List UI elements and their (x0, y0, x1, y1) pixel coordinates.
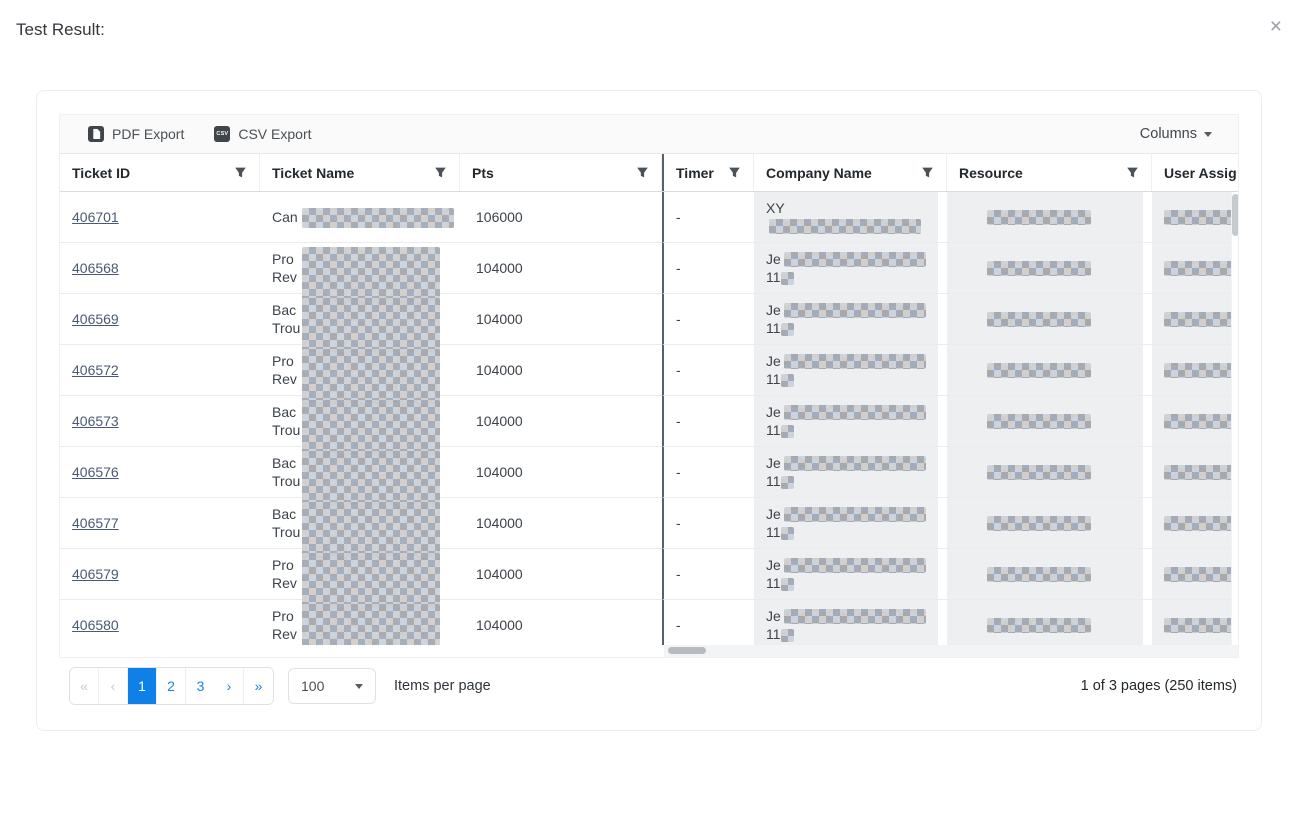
ticket-id-cell (60, 243, 260, 294)
table-row (60, 243, 1239, 294)
pdf-export-label: PDF Export (112, 126, 185, 142)
timer-value: - (676, 515, 681, 531)
timer-cell (662, 345, 754, 396)
redacted-text (1164, 312, 1239, 327)
ticket-id-cell (60, 294, 260, 345)
ticket-name-text: Pro (272, 353, 294, 369)
pager-next-button[interactable]: › (215, 668, 244, 704)
ticket-name-text: Trou (272, 524, 301, 540)
pager-button-group (69, 667, 274, 705)
timer-cell (662, 498, 754, 549)
ticket-name-cell (260, 192, 460, 243)
redacted-text (784, 456, 926, 471)
pts-value: 104000 (476, 617, 523, 633)
ticket-id-link[interactable]: 406701 (72, 209, 119, 225)
ticket-name-text: Bac (272, 455, 297, 471)
pts-cell (460, 345, 662, 396)
timer-cell (662, 549, 754, 600)
table-row (60, 447, 1239, 498)
grid-pager (59, 667, 1239, 705)
table-row (60, 498, 1239, 549)
timer-value: - (676, 413, 681, 429)
csv-export-label: CSV Export (238, 126, 312, 142)
column-header-label: Ticket Name (272, 164, 355, 181)
pts-cell (460, 294, 662, 345)
ticket-name-cell (260, 447, 460, 498)
ticket-name-text: Pro (272, 557, 294, 573)
table-row (60, 192, 1239, 243)
company-name-cell (754, 549, 947, 600)
ticket-id-link[interactable]: 406579 (72, 566, 119, 582)
redacted-text (1164, 414, 1239, 429)
page-title: Test Result: (16, 20, 105, 39)
pts-cell (460, 600, 662, 645)
close-icon[interactable]: × (1269, 15, 1282, 38)
user-assigned-cell (1152, 396, 1239, 447)
redacted-text (302, 247, 440, 305)
ticket-id-link[interactable]: 406569 (72, 311, 119, 327)
pts-cell (460, 396, 662, 447)
csv-file-icon: CSV (214, 126, 230, 142)
company-name-text: Je (766, 506, 781, 522)
user-assigned-cell (1152, 345, 1239, 396)
timer-cell (662, 192, 754, 243)
timer-value: - (676, 617, 681, 633)
company-name-text: Je (766, 608, 781, 624)
redacted-text (784, 507, 926, 522)
user-assigned-cell (1152, 498, 1239, 549)
redacted-text (1164, 363, 1239, 378)
pts-value: 104000 (476, 413, 523, 429)
ticket-id-cell (60, 447, 260, 498)
column-header-label: Resource (959, 164, 1023, 181)
redacted-text (987, 210, 1091, 225)
column-header-company-name[interactable] (754, 154, 947, 191)
redacted-text (987, 567, 1091, 582)
ticket-name-text: Trou (272, 320, 301, 336)
grid-toolbar (60, 115, 1238, 154)
ticket-name-text: Trou (272, 422, 301, 438)
redacted-text (987, 618, 1091, 633)
filter-icon[interactable] (434, 166, 447, 179)
pts-cell (460, 192, 662, 243)
chevron-down-icon (1204, 132, 1212, 137)
company-name-cell (754, 447, 947, 498)
vertical-scrollbar (1231, 192, 1239, 645)
ticket-id-cell (60, 498, 260, 549)
company-name-cell (754, 243, 947, 294)
horizontal-scrollbar-track[interactable] (664, 645, 1239, 657)
pdf-file-icon (88, 126, 104, 142)
filter-icon[interactable] (234, 166, 247, 179)
horizontal-scrollbar-thumb[interactable] (668, 647, 706, 654)
ticket-id-cell (60, 192, 260, 243)
company-name-text: 11 (766, 371, 781, 387)
pager-prev-button[interactable]: ‹ (99, 668, 128, 704)
frozen-columns-spacer (60, 645, 664, 657)
items-per-page-label: Items per page (394, 678, 491, 694)
user-assigned-cell (1152, 549, 1239, 600)
pts-value: 106000 (476, 209, 523, 225)
column-header-ticket-name[interactable] (260, 154, 460, 191)
company-name-cell (754, 600, 947, 645)
company-name-text: 11 (766, 422, 781, 438)
redacted-text (781, 374, 794, 387)
filter-icon[interactable] (636, 166, 649, 179)
redacted-text (781, 476, 794, 489)
ticket-name-cell (260, 549, 460, 600)
column-header-user-assig[interactable] (1152, 154, 1239, 191)
company-name-text: Je (766, 251, 781, 267)
company-name-cell (754, 294, 947, 345)
pager-first-button[interactable]: « (70, 668, 99, 704)
redacted-text (1164, 618, 1239, 633)
result-card (36, 90, 1262, 731)
timer-value: - (676, 260, 681, 276)
chevron-down-icon (355, 684, 363, 689)
resource-cell (947, 600, 1152, 645)
pager-last-button[interactable]: » (244, 668, 273, 704)
company-name-text: Je (766, 353, 781, 369)
company-name-text: 11 (766, 626, 781, 642)
user-assigned-cell (1152, 243, 1239, 294)
page-size-select[interactable] (288, 668, 376, 704)
pts-value: 104000 (476, 362, 523, 378)
resource-cell (947, 549, 1152, 600)
ticket-name-text: Bac (272, 506, 297, 522)
pts-cell (460, 549, 662, 600)
ticket-id-cell (60, 549, 260, 600)
ticket-id-link[interactable]: 406573 (72, 413, 119, 429)
user-assigned-cell (1152, 192, 1239, 243)
table-row (60, 396, 1239, 447)
pts-cell (460, 243, 662, 294)
column-header-pts[interactable] (460, 154, 662, 191)
timer-cell (662, 294, 754, 345)
redacted-text (987, 414, 1091, 429)
ticket-name-cell (260, 498, 460, 549)
timer-cell (662, 396, 754, 447)
column-header-timer[interactable] (662, 154, 754, 191)
company-name-text: 11 (766, 473, 781, 489)
column-header-label: Timer (676, 164, 714, 181)
redacted-text (784, 558, 926, 573)
redacted-text (784, 252, 926, 267)
company-name-text: 11 (766, 575, 781, 591)
pts-value: 104000 (476, 464, 523, 480)
ticket-name-cell (260, 345, 460, 396)
ticket-id-cell (60, 600, 260, 645)
ticket-name-cell (260, 600, 460, 645)
timer-value: - (676, 311, 681, 327)
timer-cell (662, 600, 754, 645)
redacted-text (302, 553, 440, 611)
redacted-text (1164, 567, 1239, 582)
grid-body (60, 192, 1239, 645)
vertical-scrollbar-thumb[interactable] (1232, 194, 1239, 236)
timer-value: - (676, 464, 681, 480)
redacted-text (784, 354, 926, 369)
ticket-name-text: Bac (272, 404, 297, 420)
redacted-text (781, 578, 794, 591)
redacted-text (781, 272, 794, 285)
resource-cell (947, 345, 1152, 396)
resource-cell (947, 396, 1152, 447)
redacted-text (784, 303, 926, 318)
timer-cell (662, 447, 754, 498)
column-header-ticket-id[interactable] (60, 154, 260, 191)
pts-value: 104000 (476, 260, 523, 276)
resource-cell (947, 243, 1152, 294)
pager-page-button[interactable]: 1 (128, 668, 157, 704)
redacted-text (987, 516, 1091, 531)
redacted-text (781, 323, 794, 336)
redacted-text (1164, 261, 1239, 276)
company-name-cell (754, 192, 947, 243)
redacted-text (302, 208, 454, 228)
resource-cell (947, 192, 1152, 243)
pts-value: 104000 (476, 311, 523, 327)
redacted-text (987, 261, 1091, 276)
company-name-cell (754, 498, 947, 549)
ticket-name-text: Rev (272, 626, 297, 642)
ticket-name-text: Bac (272, 302, 297, 318)
ticket-id-link[interactable]: 406580 (72, 617, 119, 633)
resource-cell (947, 447, 1152, 498)
ticket-id-link[interactable]: 406568 (72, 260, 119, 276)
table-row (60, 294, 1239, 345)
ticket-name-text: Rev (272, 575, 297, 591)
resource-cell (947, 498, 1152, 549)
redacted-text (781, 527, 794, 540)
redacted-text (784, 609, 926, 624)
redacted-text (987, 312, 1091, 327)
columns-menu-label: Columns (1139, 126, 1197, 142)
redacted-text (781, 629, 794, 642)
company-name-text: 11 (766, 320, 781, 336)
user-assigned-cell (1152, 600, 1239, 645)
grid-header-row (60, 154, 1239, 192)
ticket-name-text: Pro (272, 608, 294, 624)
ticket-name-text: Can (272, 209, 298, 225)
company-name-cell (754, 345, 947, 396)
ticket-name-cell (260, 243, 460, 294)
company-name-text: Je (766, 302, 781, 318)
ticket-name-cell (260, 294, 460, 345)
table-row (60, 345, 1239, 396)
resource-cell (947, 294, 1152, 345)
timer-value: - (676, 209, 681, 225)
tickets-grid (59, 114, 1239, 658)
redacted-text (302, 502, 440, 560)
timer-cell (662, 243, 754, 294)
column-header-label: Company Name (766, 164, 872, 181)
timer-value: - (676, 362, 681, 378)
pts-value: 104000 (476, 515, 523, 531)
pts-value: 104000 (476, 566, 523, 582)
user-assigned-cell (1152, 447, 1239, 498)
company-name-text: Je (766, 557, 781, 573)
ticket-id-link[interactable]: 406577 (72, 515, 119, 531)
ticket-name-text: Rev (272, 371, 297, 387)
column-header-label: Ticket ID (72, 164, 131, 181)
pager-page-button[interactable]: 3 (186, 668, 215, 704)
column-header-label: Pts (472, 164, 494, 181)
user-assigned-cell (1152, 294, 1239, 345)
pts-cell (460, 447, 662, 498)
pts-cell (460, 498, 662, 549)
redacted-text (1164, 465, 1239, 480)
pager-page-button[interactable]: 2 (157, 668, 186, 704)
redacted-text (987, 465, 1091, 480)
redacted-text (302, 451, 440, 509)
pager-page-buttons (128, 668, 215, 704)
filter-icon[interactable] (1126, 166, 1139, 179)
timer-value: - (676, 566, 681, 582)
pdf-export-button[interactable] (88, 126, 184, 142)
company-name-text: 11 (766, 269, 781, 285)
page-size-value: 100 (301, 678, 325, 694)
company-name-text: 11 (766, 524, 781, 540)
pager-info: 1 of 3 pages (250 items) (1080, 678, 1237, 694)
company-name-text: Je (766, 404, 781, 420)
horizontal-scrollbar (60, 645, 1239, 657)
redacted-text (1164, 516, 1239, 531)
redacted-text (781, 425, 794, 438)
ticket-name-text: Pro (272, 251, 294, 267)
filter-icon[interactable] (728, 166, 741, 179)
ticket-id-cell (60, 345, 260, 396)
column-header-resource[interactable] (947, 154, 1152, 191)
ticket-name-cell (260, 396, 460, 447)
redacted-text (769, 219, 921, 234)
redacted-text (784, 405, 926, 420)
company-name-text: XY (766, 200, 785, 216)
filter-icon[interactable] (921, 166, 934, 179)
column-header-label: User Assig (1164, 164, 1237, 181)
company-name-text: Je (766, 455, 781, 471)
columns-menu-button[interactable] (1140, 126, 1212, 142)
ticket-id-cell (60, 396, 260, 447)
redacted-text (302, 400, 440, 458)
csv-export-button[interactable] (214, 126, 311, 142)
redacted-text (302, 298, 440, 356)
ticket-id-link[interactable]: 406576 (72, 464, 119, 480)
table-row (60, 600, 1239, 645)
redacted-text (302, 349, 440, 407)
redacted-text (1164, 210, 1239, 225)
redacted-text (987, 363, 1091, 378)
company-name-cell (754, 396, 947, 447)
redacted-text (302, 604, 440, 645)
ticket-name-text: Trou (272, 473, 301, 489)
table-row (60, 549, 1239, 600)
ticket-id-link[interactable]: 406572 (72, 362, 119, 378)
grid-rows-container (60, 192, 1239, 645)
ticket-name-text: Rev (272, 269, 297, 285)
